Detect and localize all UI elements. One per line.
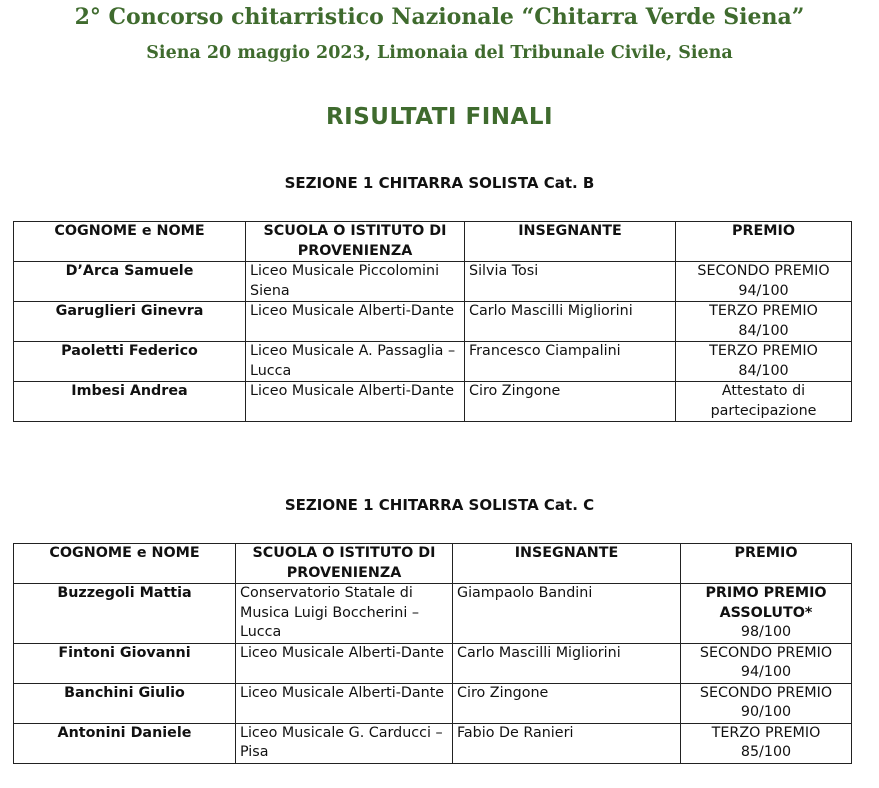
participant-school: Liceo Musicale Alberti-Dante: [236, 683, 453, 723]
participant-name: Buzzegoli Mattia: [14, 584, 236, 644]
prize-score: 90/100: [740, 704, 792, 720]
participant-school: Liceo Musicale Alberti-Dante: [236, 643, 453, 683]
table-row: [14, 643, 852, 683]
table-header-row: [14, 222, 852, 262]
participant-teacher: Carlo Mascilli Migliorini: [453, 643, 681, 683]
participant-prize: [681, 584, 852, 644]
table-row: [14, 262, 852, 302]
prize-label: SECONDO PREMIO: [697, 263, 830, 279]
prize-label: SECONDO PREMIO: [699, 684, 833, 701]
participant-prize: [676, 302, 852, 342]
participant-name: D’Arca Samuele: [14, 262, 246, 302]
participant-school: Liceo Musicale G. Carducci – Pisa: [236, 723, 453, 763]
prize-score: 98/100: [740, 624, 792, 640]
participant-name: Fintoni Giovanni: [14, 643, 236, 683]
page-title: 2° Concorso chitarristico Nazionale “Chitarra Verde Siena”: [74, 4, 805, 30]
event-subtitle: Siena 20 maggio 2023, Limonaia del Tribunale Civile, Siena: [146, 43, 733, 63]
section-title-cat-c: SEZIONE 1 CHITARRA SOLISTA Cat. C: [284, 496, 595, 514]
column-header-teacher: INSEGNANTE: [465, 222, 676, 262]
participant-school: Liceo Musicale Piccolomini Siena: [246, 262, 465, 302]
prize-label: PRIMO PREMIO ASSOLUTO*: [705, 585, 827, 621]
prize-score: 84/100: [738, 322, 789, 339]
participant-prize: [676, 342, 852, 382]
participant-prize: [676, 262, 852, 302]
table-row: [14, 723, 852, 763]
table-row: [14, 382, 852, 422]
results-heading: RISULTATI FINALI: [325, 104, 554, 130]
results-table-cat-b: [13, 221, 852, 422]
participant-teacher: Fabio De Ranieri: [453, 723, 681, 763]
participant-teacher: Giampaolo Bandini: [453, 584, 681, 644]
column-header-school: SCUOLA O ISTITUTO DI PROVENIENZA: [246, 222, 465, 262]
column-header-name: COGNOME e NOME: [14, 222, 246, 262]
prize-score: 94/100: [740, 664, 792, 680]
participant-teacher: Ciro Zingone: [453, 683, 681, 723]
table-header-row: [14, 544, 852, 584]
column-header-prize: PREMIO: [676, 222, 852, 262]
participant-school: Liceo Musicale Alberti-Dante: [246, 382, 465, 422]
column-header-name: COGNOME e NOME: [14, 544, 236, 584]
column-header-teacher: INSEGNANTE: [453, 544, 681, 584]
participant-name: Garuglieri Ginevra: [14, 302, 246, 342]
prize-label: TERZO PREMIO: [709, 343, 818, 359]
participant-name: Imbesi Andrea: [14, 382, 246, 422]
table-row: [14, 683, 852, 723]
participant-name: Banchini Giulio: [14, 683, 236, 723]
prize-score: 85/100: [740, 744, 792, 760]
participant-teacher: Carlo Mascilli Migliorini: [465, 302, 676, 342]
participant-school: Conservatorio Statale di Musica Luigi Boccherini – Lucca: [236, 584, 453, 644]
participant-prize: [681, 683, 852, 723]
participant-name: Antonini Daniele: [14, 723, 236, 763]
participant-teacher: Silvia Tosi: [465, 262, 676, 302]
participant-prize: [681, 643, 852, 683]
participant-school: Liceo Musicale Alberti-Dante: [246, 302, 465, 342]
table-row: [14, 302, 852, 342]
participant-teacher: Ciro Zingone: [465, 382, 676, 422]
prize-score: 84/100: [738, 362, 789, 379]
prize-label: SECONDO PREMIO: [699, 644, 833, 661]
column-header-school: SCUOLA O ISTITUTO DI PROVENIENZA: [236, 544, 453, 584]
column-header-prize: PREMIO: [681, 544, 852, 584]
prize-label: TERZO PREMIO: [711, 724, 821, 741]
section-title-cat-b: SEZIONE 1 CHITARRA SOLISTA Cat. B: [284, 174, 595, 192]
table-row: [14, 584, 852, 644]
participant-prize: [681, 723, 852, 763]
participant-school: Liceo Musicale A. Passaglia – Lucca: [246, 342, 465, 382]
prize-label: TERZO PREMIO: [709, 303, 818, 319]
participant-teacher: Francesco Ciampalini: [465, 342, 676, 382]
participant-name: Paoletti Federico: [14, 342, 246, 382]
prize-score: 94/100: [738, 282, 789, 299]
table-row: [14, 342, 852, 382]
results-table-cat-c: [13, 543, 852, 764]
participant-prize: Attestato di partecipazione: [676, 382, 852, 422]
